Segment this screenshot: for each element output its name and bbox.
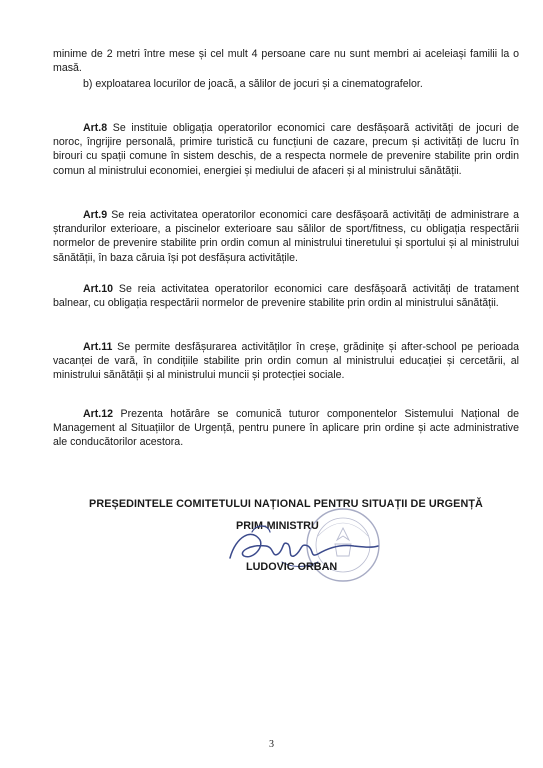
article-11 (53, 340, 519, 383)
signatory-role: PRIM-MINISTRU (236, 520, 319, 532)
paragraph-continuation (53, 47, 519, 75)
signatory-name: LUDOVIC ORBAN (246, 561, 338, 573)
article-8 (53, 121, 519, 178)
article-11-text: Se permite desfășurarea activităților în creșe, grădinițe și after-school pe perioada vacanței de vară, în condițiile stabilite prin ordin comun al ministrului educației și cercetării, al ministrului sănătății și al ministrului muncii și protecției sociale. (53, 341, 519, 382)
article-9-label: Art.9 (83, 209, 108, 221)
article-10-text: Se reia activitatea operatorilor economici care desfășoară activități de tratament balnear, cu obligația respectării normelor de prevenire stabilite prin ordin al ministrului sănătății. (53, 283, 519, 310)
page-number: 3 (269, 739, 274, 750)
article-9-text: Se reia activitatea operatorilor economici care desfășoară activități de administrare a ștrandurilor exterioare, a piscinelor exterioare sau sălilor de sport/fitness, cu obligația respectării normelor de prevenire stabilite prin ordin comun al ministrului tineretului și sportului și al ministrului sănătății, în baza căruia își pot desfășura activitățile. (53, 209, 519, 264)
article-11-label: Art.11 (83, 341, 113, 353)
list-item-b-text: b) exploatarea locurilor de joacă, a sălilor de jocuri și a cinematografelor. (83, 78, 423, 90)
paragraph-continuation-text: minime de 2 metri între mese și cel mult 4 persoane care nu sunt membri ai aceleiași familii la o masă. (53, 48, 519, 75)
article-12-text: Prezenta hotărâre se comunică tuturor componentelor Sistemului Național de Management al Situațiilor de Urgență, pentru punere în aplicare prin ordine și acte administrative ale conducătorilor acestora. (53, 408, 519, 449)
article-12-label: Art.12 (83, 408, 114, 420)
article-10 (53, 282, 519, 310)
article-10-label: Art.10 (83, 283, 114, 295)
signatory-title: PREȘEDINTELE COMITETULUI NAȚIONAL PENTRU SITUAȚII DE URGENȚĂ (89, 498, 483, 510)
article-9 (53, 208, 519, 265)
article-8-label: Art.8 (83, 122, 108, 134)
article-12 (53, 407, 519, 450)
article-8-text: Se instituie obligația operatorilor economici care desfășoară activități de jocuri de noroc, îngrijire personală, primire turistică cu funcțiuni de cazare, precum și activități de lucru în birouri cu spații comune în sistem deschis, de a respecta normele de prevenire stabilite prin ordin comun al ministrului economiei, energiei și mediului de afaceri și al ministrului sănătății. (53, 122, 519, 177)
list-item-b (83, 77, 503, 91)
